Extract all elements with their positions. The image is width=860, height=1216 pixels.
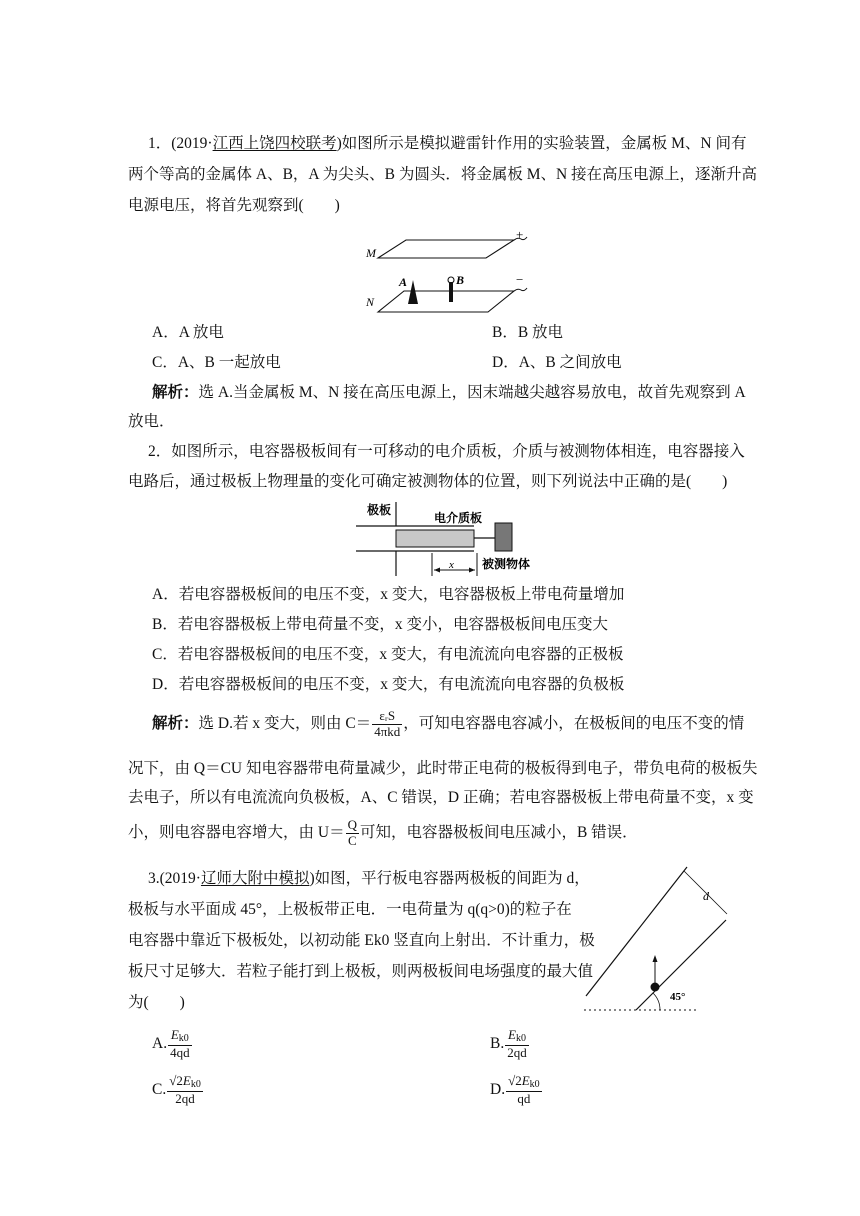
q2-option-b[interactable]: B．若电容器极板上带电荷量不变，x 变小，电容器极板间电压变大 — [152, 616, 608, 633]
q1-option-c[interactable]: C．A、B 一起放电 — [152, 354, 281, 371]
q2-stem-line1: 2．如图所示，电容器极板间有一可移动的电介质板，介质与被测物体相连，电容器接入 — [148, 443, 745, 460]
q1-source: 江西上饶四校联考 — [212, 135, 337, 152]
conductor-a — [408, 280, 418, 304]
label-d: d — [703, 889, 709, 903]
label-b: B — [456, 273, 465, 287]
label-n: N — [366, 295, 375, 309]
q1-number: 1．(2019· — [148, 135, 213, 152]
lightning-rod-figure — [356, 228, 532, 320]
upper-plate — [586, 867, 687, 996]
capacitor-dielectric-figure — [356, 498, 538, 582]
q3-stem-line2: 极板与水平面成 45°，上极板带正电．一电荷量为 q(q>0)的粒子在 — [128, 901, 572, 918]
q3-source: 辽师大附中模拟 — [200, 870, 310, 887]
q2-option-a[interactable]: A．若电容器极板间的电压不变，x 变大，电容器极板上带电荷量增加 — [152, 586, 625, 603]
q3-stem-line3: 电容器中靠近下极板处，以初动能 Ek0 竖直向上射出．不计重力，极 — [128, 932, 595, 949]
q2-option-d[interactable]: D．若电容器极板间的电压不变，x 变大，有电流流向电容器的负极板 — [152, 676, 625, 693]
q1-option-a[interactable]: A．A 放电 — [152, 324, 224, 341]
q1-analysis-line2: 放电． — [128, 413, 175, 430]
angle-label: 45° — [670, 991, 686, 1003]
q3-option-b[interactable]: B. $\frac{E_{k0}}{2qd}$ — [490, 1027, 527, 1060]
velocity-arrow — [653, 955, 658, 962]
q1-stem-line3: 电源电压，将首先观察到( ) — [128, 197, 340, 214]
label-object: 被测物体 — [482, 557, 531, 571]
label-x: x — [449, 559, 454, 571]
q2-analysis-line2: 况下，由 Q＝CU 知电容器带电荷量减少，此时带正电荷的极板得到电子，带负电荷的极板失 — [128, 760, 758, 777]
plus-sign: + — [516, 228, 524, 242]
q3-number: 3.(2019· — [148, 870, 201, 887]
q3-option-d[interactable]: D. $\frac{√2E_{k0}}{qd}$ — [490, 1073, 540, 1106]
q3-option-c[interactable]: C. $\frac{√2E_{k0}}{2qd}$ — [152, 1073, 201, 1106]
q3-stem-line5: 为( ) — [128, 994, 185, 1011]
q3-stem-line1 — [148, 870, 590, 889]
label-a: A — [399, 275, 408, 289]
analysis-label: 解析： — [152, 715, 199, 732]
label-m: M — [366, 246, 376, 260]
capacitance-formula: $\frac{\text{εᵣS}}{\text{4πkd}}$ — [374, 708, 401, 739]
q1-stem-line2: 两个等高的金属体 A、B，A 为尖头、B 为圆头．将金属板 M、N 接在高压电源上，逐渐升高 — [128, 166, 758, 183]
q1-option-b[interactable]: B．B 放电 — [492, 324, 564, 341]
conductor-b — [449, 282, 453, 302]
label-dielectric: 电介质板 — [434, 511, 483, 525]
q1-analysis-line1: 解析：选 A.当金属板 M、N 接在高压电源上，因末端越尖越容易放电，故首先观察到 A — [152, 384, 746, 401]
q3-option-a[interactable]: A. $\frac{E_{k0}}{4qd}$ — [152, 1027, 190, 1060]
q1-stem-text: )如图所示是模拟避雷针作用的实验装置，金属板 M、N 间有 — [336, 135, 747, 152]
minus-sign: − — [516, 272, 524, 287]
q3-stem-line4: 板尺寸足够大．若粒子能打到上极板，则两极板间电场强度的最大值 — [128, 963, 594, 980]
q3-stem-text: )如图，平行板电容器两极板的间距为 d， — [309, 870, 590, 887]
inclined-capacitor-figure — [584, 858, 744, 1016]
voltage-formula: $\frac{Q}{C}$ — [347, 817, 357, 848]
wire-n — [514, 288, 527, 291]
measured-object — [495, 523, 512, 551]
analysis-label: 解析： — [152, 384, 199, 401]
plate-m — [378, 240, 514, 258]
dielectric-plate — [396, 530, 474, 547]
q2-stem-line2: 电路后，通过极板上物理量的变化可确定被测物体的位置，则下列说法中正确的是( ) — [128, 473, 728, 490]
q2-analysis-line1: 解析：选 D.若 x 变大，则由 C＝ $\frac{\text{εᵣS}}{\text{4πkd}}$ ，可知电容器电容减小，在极板间的电压不变的情 — [152, 708, 745, 739]
q2-analysis-line4: 小，则电容器电容增大，由 U＝ $\frac{Q}{C}$ 可知，电容器极板间电压减小，B 错误． — [128, 817, 638, 848]
plate-n — [378, 291, 514, 312]
q1-stem-line1 — [148, 135, 746, 154]
label-plate: 极板 — [367, 503, 392, 517]
q2-option-c[interactable]: C．若电容器极板间的电压不变，x 变大，有电流流向电容器的正极板 — [152, 646, 624, 663]
q2-analysis-line3: 去电子，所以有电流流向负极板，A、C 错误，D 正确；若电容器极板上带电荷量不变，x 变 — [128, 789, 754, 806]
q1-option-d[interactable]: D．A、B 之间放电 — [492, 354, 622, 371]
